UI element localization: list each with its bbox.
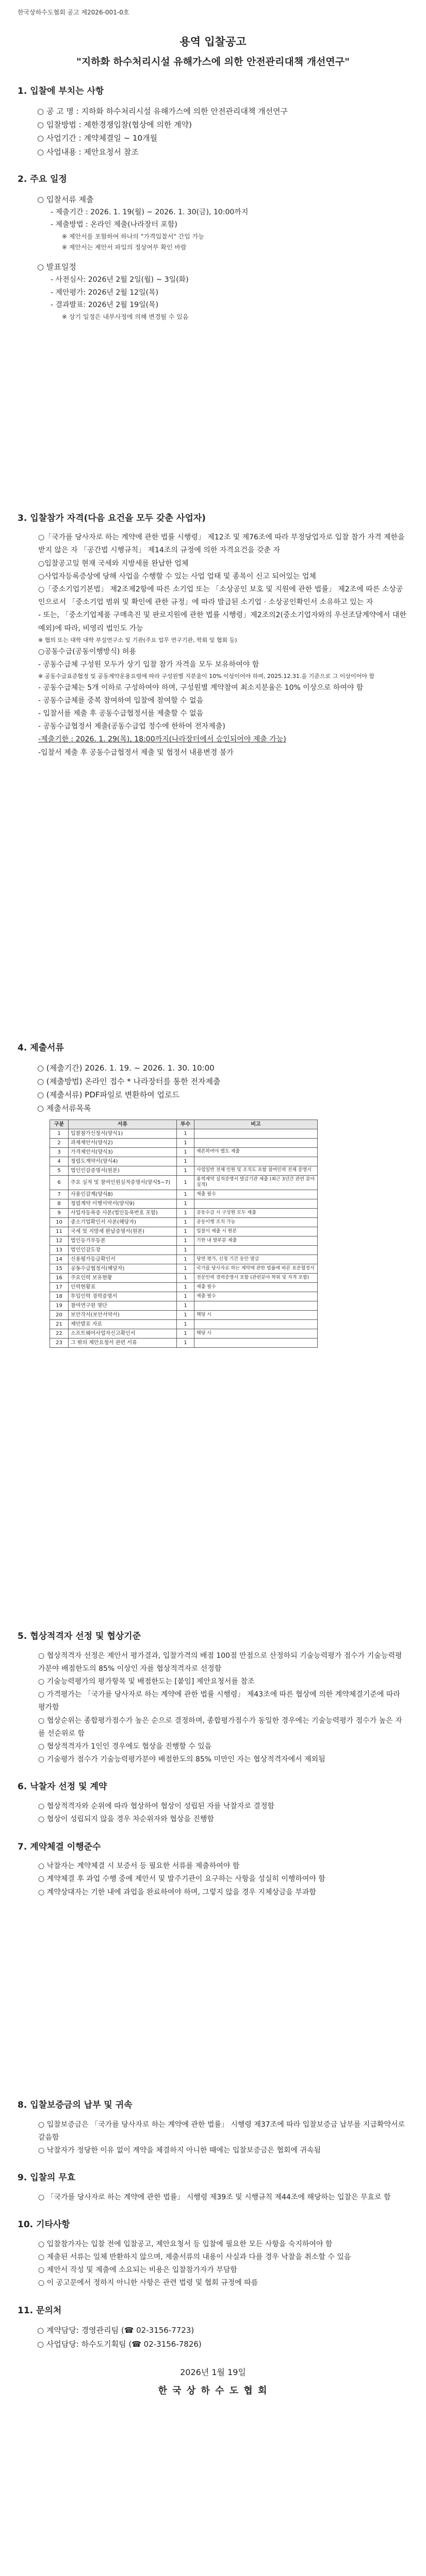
remarks-cell bbox=[194, 1138, 318, 1147]
contract-paragraph: ○ 계약상대자는 기한 내에 과업을 완료하여야 하며, 그렇지 않을 경우 지체상금을 부과함 bbox=[38, 1888, 316, 1896]
schedule-item: - 제출기간 : 2026. 1. 19(월) ~ 2026. 1. 30(금), 10:00까지 bbox=[51, 208, 249, 216]
eligibility-paragraph: - 입찰서를 제출 후 공동수급협정서를 제출할 수 없음 bbox=[38, 709, 204, 718]
schedule-note: ※ 제안서는 제안서 파일의 정상여부 확인 바람 bbox=[62, 243, 187, 251]
section-schedule bbox=[0, 172, 426, 323]
remarks-cell: 전문인력 경력증명서 포함 (관련분야 학위 및 자격 포함) bbox=[194, 1273, 318, 1282]
row-number-cell: 20 bbox=[50, 1310, 69, 1319]
notice-date: 2026년 1월 19일 bbox=[180, 2367, 246, 2377]
copies-cell: 1 bbox=[177, 1319, 194, 1329]
row-number-cell: 1 bbox=[50, 1129, 69, 1138]
schedule-group-heading: ○ 입찰서류 제출 bbox=[37, 194, 94, 204]
document-name-cell: 법인등기부등본 bbox=[69, 1236, 177, 1245]
copies-cell: 1 bbox=[177, 1217, 194, 1227]
eligibility-paragraph: ○사업자등록증상에 당해 사업을 수행할 수 있는 사업 업태 및 종목이 신고 되어있는 업체 bbox=[38, 572, 316, 581]
document-name-cell: 중소기업확인서 사본(해당자) bbox=[69, 1217, 177, 1227]
table-row bbox=[50, 1217, 318, 1227]
document-name-cell: 신용평가등급확인서 bbox=[69, 1255, 177, 1264]
negotiation-paragraph: ○ 협상적격자가 1인인 경우에도 협상을 진행할 수 있음 bbox=[38, 1742, 212, 1751]
copies-cell: 1 bbox=[177, 1301, 194, 1310]
table-row bbox=[50, 1175, 318, 1190]
copies-cell: 1 bbox=[177, 1138, 194, 1147]
row-number-cell: 15 bbox=[50, 1264, 69, 1273]
deposit-paragraph: ○ 낙찰자가 정당한 이유 없이 계약을 체결하지 아니한 때에는 입찰보증금은 협회에 귀속됨 bbox=[38, 2146, 321, 2155]
award-paragraph: ○ 협상적격자와 순위에 따라 협상하여 협상이 성립된 자를 낙찰자로 결정함 bbox=[38, 1802, 274, 1811]
misc-paragraph: ○ 제출된 서류는 일체 반환하지 않으며, 제출서류의 내용이 사실과 다를 경우 낙찰을 취소할 수 있음 bbox=[38, 2253, 351, 2262]
table-header: 구분 bbox=[50, 1120, 69, 1129]
row-number-cell: 10 bbox=[50, 1217, 69, 1227]
documents-table-body bbox=[50, 1129, 318, 1347]
remarks-cell bbox=[194, 1319, 318, 1329]
section-bid-overview bbox=[0, 84, 426, 159]
document-name-cell: 청렴도계약서(양식4) bbox=[69, 1157, 177, 1166]
section-eligibility bbox=[0, 511, 426, 759]
notice-number: 한국상하수도협회 공고 제2026-001-0호 bbox=[18, 9, 129, 16]
eligibility-paragraph: - 공동수급체를 중복 참여하여 입찰에 참여할 수 없음 bbox=[38, 696, 204, 705]
overview-item: ○ 사업내용 : 제안요청서 참조 bbox=[37, 147, 139, 157]
row-number-cell: 14 bbox=[50, 1255, 69, 1264]
section-heading: 4. 제출서류 bbox=[18, 1042, 64, 1053]
document-name-cell: 과제제안서(양식2) bbox=[69, 1138, 177, 1147]
documents-item: ○ (제출기간) 2026. 1. 19. ~ 2026. 1. 30. 10:00 bbox=[37, 1063, 215, 1073]
table-row bbox=[50, 1310, 318, 1319]
section-heading: 11. 문의처 bbox=[18, 2305, 62, 2316]
remarks-cell: 국가를 당사자로 하는 계약에 관한 법률에 따른 표준협정서 bbox=[194, 1264, 318, 1273]
document-name-cell: 청렴계약 이행서약서(양식9) bbox=[69, 1199, 177, 1208]
documents-table bbox=[50, 1120, 318, 1348]
row-number-cell: 8 bbox=[50, 1199, 69, 1208]
eligibility-paragraph: -입찰서 제출 후 공동수급협정서 제출 및 협정서 내용변경 불가 bbox=[38, 748, 234, 757]
document-name-cell: 제안발표 자료 bbox=[69, 1319, 177, 1329]
copies-cell: 1 bbox=[177, 1236, 194, 1245]
remarks-cell bbox=[194, 1129, 318, 1138]
document-name-cell: 사용인감계(양식8) bbox=[69, 1190, 177, 1199]
copies-cell: 1 bbox=[177, 1282, 194, 1292]
document-subtitle: "지하화 하수처리시설 유해가스에 의한 안전관리대책 개선연구" bbox=[76, 56, 350, 67]
copies-cell: 1 bbox=[177, 1147, 194, 1157]
remarks-cell: 입찰서 제출 시 원본 bbox=[194, 1227, 318, 1236]
document-name-cell: 법인인감도장 bbox=[69, 1245, 177, 1255]
overview-item: ○ 입찰방법 : 제한경쟁입찰(협상에 의한 계약) bbox=[37, 120, 192, 129]
row-number-cell: 13 bbox=[50, 1245, 69, 1255]
table-row bbox=[50, 1264, 318, 1273]
copies-cell: 1 bbox=[177, 1310, 194, 1319]
invalid-bid-paragraph: ○ 「국가를 당사자로 하는 계약에 관한 법률」 시행령 제39조 및 시행규칙 제44조에 해당하는 입찰은 무효로 함 bbox=[38, 2193, 391, 2201]
contract-paragraph: ○ 계약체결 후 과업 수행 중에 제안서 및 발주기관이 요구하는 사항을 성실히 이행하여야 함 bbox=[38, 1875, 325, 1884]
row-number-cell: 7 bbox=[50, 1190, 69, 1199]
contact-item: ○ 계약담당: 경영관리팀 (☎ 02-3156-7723) bbox=[37, 2326, 194, 2335]
award-paragraph: ○ 협상이 성립되지 않을 경우 차순위자와 협상을 진행함 bbox=[38, 1815, 214, 1824]
section-heading: 5. 협상적격자 선정 및 협상기준 bbox=[18, 1631, 141, 1641]
schedule-item: - 사전심사: 2026년 2월 2일(월) ~ 3일(화) bbox=[51, 276, 189, 284]
row-number-cell: 23 bbox=[50, 1338, 69, 1347]
document-name-cell: 참여연구원 명단 bbox=[69, 1301, 177, 1310]
copies-cell: 1 bbox=[177, 1175, 194, 1190]
table-row bbox=[50, 1227, 318, 1236]
row-number-cell: 2 bbox=[50, 1138, 69, 1147]
table-row bbox=[50, 1282, 318, 1292]
copies-cell: 1 bbox=[177, 1199, 194, 1208]
document-name-cell: 국세 및 지방세 완납증명서(원본) bbox=[69, 1227, 177, 1236]
section-heading: 1. 입찰에 부치는 사항 bbox=[18, 86, 104, 96]
table-row bbox=[50, 1319, 318, 1329]
row-number-cell: 5 bbox=[50, 1166, 69, 1175]
remarks-cell: 해당 시 bbox=[194, 1310, 318, 1319]
section-heading: 3. 입찰참가 자격(다음 요건을 모두 갖춘 사업자) bbox=[18, 513, 206, 523]
table-row bbox=[50, 1301, 318, 1310]
eligibility-paragraph: - 또는, 「중소기업제품 구매촉진 및 판로지원에 관한 법률 시행령」제2조의2(중소기업자와의 우선조달계약에서 대한 예외)에 따라, 비영리 법인도 가능 bbox=[38, 611, 406, 633]
copies-cell: 1 bbox=[177, 1129, 194, 1138]
document-name-cell: 보안각서(보안서약서) bbox=[69, 1310, 177, 1319]
copies-cell: 1 bbox=[177, 1329, 194, 1338]
copies-cell: 1 bbox=[177, 1338, 194, 1347]
table-row bbox=[50, 1166, 318, 1175]
overview-item: ○ 공 고 명 : 지하화 하수처리시설 유해가스에 의한 안전관리대책 개선연구 bbox=[37, 106, 288, 116]
document-name-cell: 그 밖의 제안요청서 관련 서류 bbox=[69, 1338, 177, 1347]
copies-cell: 1 bbox=[177, 1292, 194, 1301]
schedule-note: ※ 제안서를 포함하여 하나의 "가격입찰서" 간입 가능 bbox=[62, 232, 204, 240]
table-row bbox=[50, 1236, 318, 1245]
remarks-cell bbox=[194, 1338, 318, 1347]
remarks-cell bbox=[194, 1301, 318, 1310]
schedule-item: - 제출방법 : 온라인 제출(나라장터 포함) bbox=[51, 221, 177, 229]
table-header: 서류 bbox=[69, 1120, 177, 1129]
documents-item: ○ (제출서류) PDF파일로 변환하여 업로드 bbox=[37, 1090, 179, 1100]
document-name-cell: 가격제안서(양식3) bbox=[69, 1147, 177, 1157]
remarks-cell: 해당 시 bbox=[194, 1329, 318, 1338]
copies-cell: 1 bbox=[177, 1255, 194, 1264]
row-number-cell: 18 bbox=[50, 1292, 69, 1301]
misc-paragraph: ○ 입찰참가자는 입찰 전에 입찰공고, 제안요청서 등 입찰에 필요한 모든 사항을 숙지하여야 함 bbox=[38, 2240, 333, 2248]
table-row bbox=[50, 1190, 318, 1199]
remarks-cell: 기한 내 발부분 제출 bbox=[194, 1236, 318, 1245]
copies-cell: 1 bbox=[177, 1166, 194, 1175]
remarks-cell: 제출 필수 bbox=[194, 1282, 318, 1292]
section-heading: 8. 입찰보증금의 납부 및 귀속 bbox=[18, 2099, 133, 2110]
table-row bbox=[50, 1129, 318, 1138]
table-row bbox=[50, 1208, 318, 1217]
remarks-cell: 공동수급 시 구성원 모두 제출 bbox=[194, 1208, 318, 1217]
table-row bbox=[50, 1255, 318, 1264]
section-heading: 9. 입찰의 무효 bbox=[18, 2173, 76, 2183]
section-heading: 2. 주요 일정 bbox=[18, 174, 67, 184]
remarks-cell: 제출 필수 bbox=[194, 1190, 318, 1199]
row-number-cell: 22 bbox=[50, 1329, 69, 1338]
row-number-cell: 12 bbox=[50, 1236, 69, 1245]
copies-cell: 1 bbox=[177, 1157, 194, 1166]
overview-item: ○ 사업기간 : 계약체결일 ~ 10개월 bbox=[37, 133, 158, 143]
table-row bbox=[50, 1338, 318, 1347]
section-heading: 7. 계약체결 이행준수 bbox=[18, 1841, 101, 1852]
issuing-organization: 한 국 상 하 수 도 협 회 bbox=[158, 2385, 268, 2396]
copies-cell: 1 bbox=[177, 1208, 194, 1217]
eligibility-note: ※ 공동수급표준협정 및 공동계약운용요령에 따라 구성원별 지분율이 10% 이상이어야 하며, 2025.12.31.을 기준으로 그 이상이어야 함 bbox=[38, 672, 375, 680]
documents-item: ○ 제출서류목록 bbox=[37, 1104, 91, 1113]
section-negotiation bbox=[0, 1629, 426, 1899]
row-number-cell: 16 bbox=[50, 1273, 69, 1282]
document-name-cell: 공동수급협정서(해당자) bbox=[69, 1264, 177, 1273]
negotiation-paragraph: ○ 기술평가 점수가 기술능력평가분야 배점한도의 85% 미만인 자는 협상적격자에서 제외됨 bbox=[38, 1755, 325, 1764]
negotiation-paragraph: ○ 협상적격자 선정은 제안서 평가결과, 입찰가격의 배점 100점 만점으로 산정하되 기술능력평가 점수가 기술능력평가분야 배점한도의 85% 이상인 자를 협상적격자로 선정함 bbox=[38, 1651, 402, 1673]
table-row bbox=[50, 1329, 318, 1338]
copies-cell: 1 bbox=[177, 1273, 194, 1282]
copies-cell: 1 bbox=[177, 1190, 194, 1199]
remarks-cell bbox=[194, 1199, 318, 1208]
row-number-cell: 19 bbox=[50, 1301, 69, 1310]
negotiation-paragraph: ○ 기술능력평가의 평가항목 및 배점한도는 [붙임] 제안요청서를 참조 bbox=[38, 1677, 255, 1686]
eligibility-paragraph: - 공동수급체는 5개 이하로 구성하여야 하며, 구성원별 계약참여 최소지분율은 10% 이상으로 하여야 함 bbox=[38, 683, 364, 692]
remarks-cell bbox=[194, 1157, 318, 1166]
schedule-note: ※ 상기 일정은 내부사정에 의해 변경될 수 있음 bbox=[62, 313, 189, 320]
section-closing-terms bbox=[0, 2098, 426, 2399]
document-title: 용역 입찰공고 bbox=[179, 36, 247, 48]
deposit-paragraph: ○ 입찰보증금은 「국가를 당사자로 하는 계약에 관한 법률」 시행령 제37조에 따라 입찰보증금 납부를 지급확약서로 갈음함 bbox=[38, 2120, 405, 2142]
remarks-cell bbox=[194, 1245, 318, 1255]
eligibility-note: ※ 협의 또는 대학 대학 부설연구소 및 기관(주요 업무 연구기관, 학회 및 협회 등) bbox=[38, 636, 237, 643]
schedule-item: - 제안평가: 2026년 2월 12일(목) bbox=[51, 288, 159, 297]
row-number-cell: 17 bbox=[50, 1282, 69, 1292]
table-header: 비고 bbox=[194, 1120, 318, 1129]
document-name-cell: 법인인감증명서(원본) bbox=[69, 1166, 177, 1175]
eligibility-paragraph: ○「중소기업기본법」 제2조제2항에 따른 소기업 또는 「소상공인 보호 및 지원에 관한 법률」 제2조에 따른 소상공인으로서 「중소기업 범위 및 확인에 관한 규정」에 따라 발급된 소기업 · 소상공인확인서 소유하고 있는 자 bbox=[38, 585, 403, 607]
copies-cell: 1 bbox=[177, 1245, 194, 1255]
document-name-cell: 투입인력 경력증명서 bbox=[69, 1292, 177, 1301]
remarks-cell: 제출 필수 bbox=[194, 1292, 318, 1301]
contract-paragraph: ○ 낙찰자는 계약체결 시 보증서 등 필요한 서류를 제출하여야 함 bbox=[38, 1862, 240, 1871]
section-heading: 6. 낙찰자 선정 및 계약 bbox=[18, 1782, 107, 1792]
document-name-cell: 입찰참가신청서(양식1) bbox=[69, 1129, 177, 1138]
table-row bbox=[50, 1292, 318, 1301]
document-name-cell: 인력현황표 bbox=[69, 1282, 177, 1292]
contact-item: ○ 사업담당: 하수도기획팀 (☎ 02-3156-7826) bbox=[37, 2339, 202, 2349]
row-number-cell: 11 bbox=[50, 1227, 69, 1236]
copies-cell: 1 bbox=[177, 1227, 194, 1236]
misc-paragraph: ○ 이 공고문에서 정하지 아니한 사항은 관련 법령 및 협회 규정에 따름 bbox=[38, 2279, 258, 2287]
eligibility-paragraph: - 공동수급체 구성원 모두가 상기 입찰 참가 자격을 모두 보유하여야 함 bbox=[38, 660, 259, 669]
remarks-cell: 용역계약 실적증명서 발급기관 제출 (최근 3년간 관련 분야 실적) bbox=[194, 1175, 318, 1190]
remarks-cell: 사업일반 전체 인원 및 조직도 포함 참여인력 전체 증명서 bbox=[194, 1166, 318, 1175]
document-name-cell: 소프트웨어사업자신고확인서 bbox=[69, 1329, 177, 1338]
row-number-cell: 6 bbox=[50, 1175, 69, 1190]
section-heading: 10. 기타사항 bbox=[18, 2219, 70, 2230]
row-number-cell: 21 bbox=[50, 1319, 69, 1329]
section-documents bbox=[0, 1041, 426, 1348]
table-header: 부수 bbox=[177, 1120, 194, 1129]
table-row bbox=[50, 1147, 318, 1157]
eligibility-deadline: -제출기한 : 2026. 1. 29(목), 18:00까지(나라장터에서 승인되어야 제출 가능) bbox=[38, 735, 286, 744]
row-number-cell: 4 bbox=[50, 1157, 69, 1166]
table-row bbox=[50, 1138, 318, 1147]
table-row bbox=[50, 1273, 318, 1282]
document-name-cell: 사업자등록증 사본(법인등록번호 포함) bbox=[69, 1208, 177, 1217]
table-row bbox=[50, 1157, 318, 1166]
eligibility-paragraph: - 공동수급협정서 제출(공동수급업 정수에 한하여 전자제출) bbox=[38, 722, 225, 731]
row-number-cell: 3 bbox=[50, 1147, 69, 1157]
eligibility-paragraph: ○공동수급(공동이행방식) 허용 bbox=[38, 647, 136, 656]
remarks-cell: 공동이행 조치 가능 bbox=[194, 1217, 318, 1227]
documents-item: ○ (제출방법) 온라인 접수 * 나라장터를 통한 전자제출 bbox=[37, 1076, 221, 1086]
remarks-cell: 당연 평가, 신청 기간 동안 발급 bbox=[194, 1255, 318, 1264]
negotiation-paragraph: ○ 가격평가는 「국가를 당사자로 하는 계약에 관한 법률 시행령」 제43조에 따른 협상에 의한 계약체결기준에 따라 평가함 bbox=[38, 1690, 400, 1712]
schedule-group-heading: ○ 발표일정 bbox=[37, 262, 76, 272]
copies-cell: 1 bbox=[177, 1264, 194, 1273]
row-number-cell: 9 bbox=[50, 1208, 69, 1217]
misc-paragraph: ○ 제안서 작성 및 제출에 소요되는 비용은 입찰참가자가 부담함 bbox=[38, 2266, 237, 2275]
eligibility-paragraph: ○입찰공고일 현재 국세와 지방세를 완납한 업체 bbox=[38, 559, 189, 568]
document-name-cell: 주요 실적 및 참여인원실적증명서(양식5~7) bbox=[69, 1175, 177, 1190]
table-row bbox=[50, 1245, 318, 1255]
remarks-cell: 제본하여야 별도 제출 bbox=[194, 1147, 318, 1157]
document-name-cell: 주요인력 보유현황 bbox=[69, 1273, 177, 1282]
schedule-item: - 결과발표: 2026년 2월 19일(목) bbox=[51, 301, 159, 309]
table-row bbox=[50, 1199, 318, 1208]
eligibility-paragraph: ○「국가를 당사자로 하는 계약에 관한 법률 시행령」 제12조 및 제76조에 따라 부정당업자로 입찰 참가 자격 제한을 받지 않은 자 「공간법 시행규칙」 제14조의 규정에 의한 자격요건을 갖춘 자 bbox=[38, 533, 405, 555]
negotiation-paragraph: ○ 협상순위는 종합평가점수가 높은 순으로 결정하며, 종합평가점수가 동일한 경우에는 기술능력평가 점수가 높은 자를 선순위로 함 bbox=[38, 1716, 402, 1738]
